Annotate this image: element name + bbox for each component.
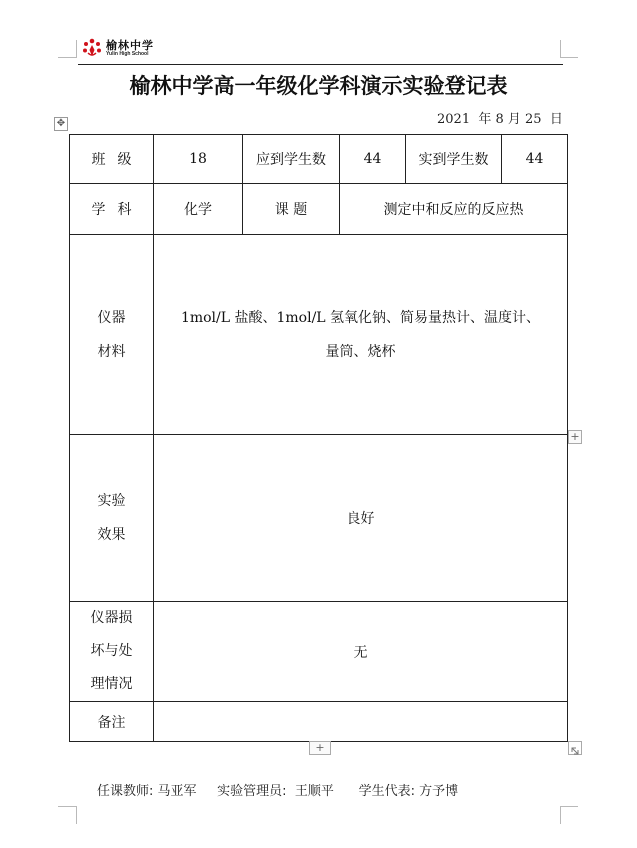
crop-mark-bl-v [76, 806, 77, 824]
table-resize-handle-icon[interactable] [568, 741, 582, 755]
crop-mark-tl-h [58, 57, 76, 58]
damage-label-line: 坏与处 [90, 643, 133, 659]
damage-label-line: 理情况 [90, 676, 133, 692]
subject-label: 学科 [70, 184, 154, 235]
table-row [70, 435, 568, 602]
topic-label: 课 题 [243, 184, 340, 235]
damage-label [70, 602, 154, 702]
expected-students-cell[interactable]: 44 [340, 135, 406, 184]
record-date: 2021 年 8 月 25 日 [437, 112, 563, 127]
expected-students-label: 应到学生数 [243, 135, 340, 184]
actual-students-cell[interactable]: 44 [502, 135, 568, 184]
logo-english-name: Yulin High School [106, 50, 149, 57]
effect-label-line: 效果 [97, 527, 126, 543]
header-rule [78, 64, 563, 65]
equipment-line: 1mol/L 盐酸、1mol/L 氢氧化钠、简易量热计、温度计、 [180, 309, 541, 326]
notes-label: 备注 [70, 702, 154, 742]
logo-chinese-name: 榆林中学 [106, 38, 154, 52]
equipment-label-line: 材料 [97, 343, 126, 360]
equipment-line: 量筒、烧杯 [325, 343, 396, 360]
subject-value-cell[interactable]: 化学 [154, 184, 243, 235]
crop-mark-tr-h [560, 57, 578, 58]
class-value-cell[interactable]: 18 [154, 135, 243, 184]
table-row [70, 602, 568, 702]
effect-value-cell[interactable]: 良好 [154, 435, 568, 602]
notes-value-cell[interactable] [154, 702, 568, 742]
add-column-button[interactable]: + [568, 430, 582, 444]
school-emblem-icon [82, 38, 102, 58]
add-row-button[interactable]: + [309, 741, 331, 755]
crop-mark-br-h [560, 806, 578, 807]
equipment-label-line: 仪器 [97, 309, 126, 326]
crop-mark-bl-h [58, 806, 76, 807]
effect-label [70, 435, 154, 602]
crop-mark-tl-v [76, 40, 77, 58]
signature-footer: 任课教师: 马亚军 实验管理员: 王顺平 学生代表: 方予博 [97, 784, 459, 799]
damage-label-line: 仪器损 [90, 610, 133, 626]
damage-value-cell[interactable]: 无 [154, 602, 568, 702]
topic-value-cell[interactable]: 测定中和反应的反应热 [340, 184, 568, 235]
effect-label-line: 实验 [97, 493, 126, 509]
table-row [70, 184, 568, 235]
class-label: 班级 [70, 135, 154, 184]
table-row [70, 135, 568, 184]
page-title: 榆林中学高一年级化学科演示实验登记表 [129, 74, 508, 98]
table-row [70, 702, 568, 742]
table-move-handle-icon[interactable]: ✥ [54, 117, 68, 131]
equipment-value-cell[interactable] [154, 235, 568, 435]
resize-arrow-icon [569, 745, 581, 757]
equipment-label [70, 235, 154, 435]
registration-table [69, 134, 568, 742]
crop-mark-br-v [560, 806, 561, 824]
school-logo [82, 38, 154, 58]
table-row [70, 235, 568, 435]
actual-students-label: 实到学生数 [406, 135, 502, 184]
crop-mark-tr-v [560, 40, 561, 58]
